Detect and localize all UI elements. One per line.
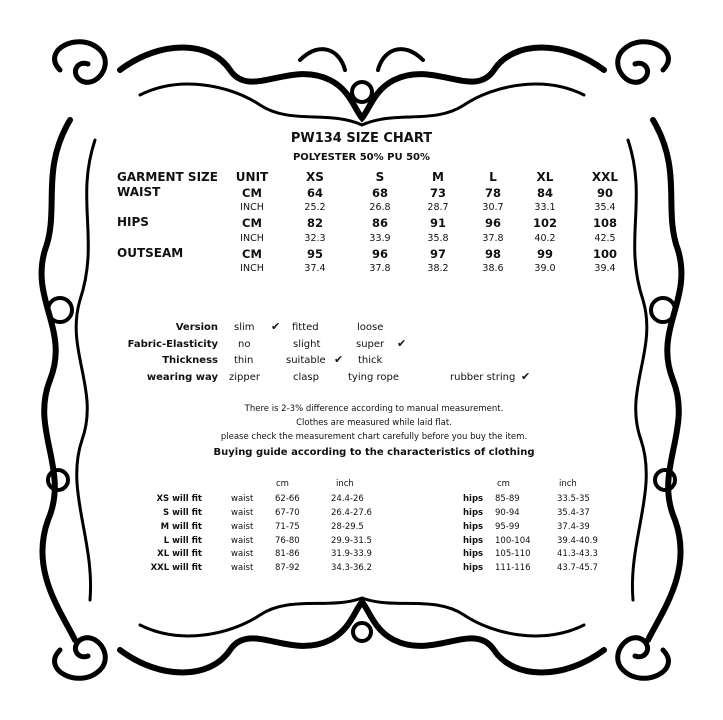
check-icon: ✔ bbox=[397, 337, 407, 350]
cell-value: 97 bbox=[429, 247, 446, 261]
cell-value: 68 bbox=[371, 186, 388, 200]
cell-value: 40.2 bbox=[534, 233, 556, 244]
row-label-outseam: OUTSEAM bbox=[117, 246, 184, 260]
size-header-l: L bbox=[489, 170, 497, 184]
cell-value: 33.9 bbox=[369, 233, 391, 244]
guide-hips-label: hips bbox=[463, 549, 484, 559]
page-title: PW134 SIZE CHART bbox=[290, 131, 433, 146]
guide-waist-cm: 67-70 bbox=[275, 508, 300, 518]
guide-hips-label: hips bbox=[463, 508, 484, 518]
unit-inch: INCH bbox=[240, 263, 264, 274]
guide-hips-label: hips bbox=[463, 563, 484, 573]
guide-waist-inch: 31.9-33.9 bbox=[331, 549, 372, 559]
unit-inch: INCH bbox=[240, 233, 264, 244]
size-header-s: S bbox=[375, 170, 385, 184]
cell-value: 96 bbox=[371, 247, 388, 261]
check-icon: ✔ bbox=[334, 353, 344, 366]
row-label-waist: WAIST bbox=[117, 185, 161, 199]
option-zipper: zipper bbox=[229, 372, 260, 383]
guide-size-label: XS will fit bbox=[156, 494, 202, 504]
cell-value: 91 bbox=[429, 216, 446, 230]
cell-value: 42.5 bbox=[594, 233, 616, 244]
unit-cm: CM bbox=[242, 247, 262, 261]
guide-hips-cm: 85-89 bbox=[495, 494, 520, 504]
cell-value: 73 bbox=[429, 186, 446, 200]
guide-size-label: M will fit bbox=[160, 522, 202, 532]
guide-hips-inch: 41.3-43.3 bbox=[557, 549, 598, 559]
hips-inch-header: inch bbox=[559, 479, 577, 489]
cell-value: 86 bbox=[371, 216, 388, 230]
cell-value: 37.8 bbox=[369, 263, 391, 274]
guide-waist-cm: 81-86 bbox=[275, 549, 300, 559]
garment-size-header: GARMENT SIZE bbox=[117, 170, 218, 184]
guide-size-label: L will fit bbox=[163, 536, 202, 546]
cell-value: 26.8 bbox=[369, 202, 391, 213]
cell-value: 102 bbox=[532, 216, 557, 230]
note-line: There is 2-3% difference according to manual measurement. bbox=[244, 404, 504, 414]
row-label-hips: HIPS bbox=[117, 215, 149, 229]
unit-inch: INCH bbox=[240, 202, 264, 213]
guide-hips-cm: 90-94 bbox=[495, 508, 520, 518]
guide-hips-cm: 95-99 bbox=[495, 522, 520, 532]
option-slim: slim bbox=[234, 322, 255, 333]
cell-value: 28.7 bbox=[427, 202, 449, 213]
cell-value: 25.2 bbox=[304, 202, 326, 213]
guide-waist-label: waist bbox=[231, 522, 254, 532]
size-header-xxl: XXL bbox=[591, 170, 619, 184]
cell-value: 37.8 bbox=[482, 233, 504, 244]
check-icon: ✔ bbox=[521, 370, 531, 383]
guide-hips-inch: 33.5-35 bbox=[557, 494, 590, 504]
characteristic-label-wearing-way: wearing way bbox=[146, 372, 218, 383]
guide-waist-inch: 34.3-36.2 bbox=[331, 563, 372, 573]
cell-value: 78 bbox=[484, 186, 501, 200]
characteristic-label-fabric-elasticity: Fabric-Elasticity bbox=[127, 339, 218, 350]
cell-value: 30.7 bbox=[482, 202, 504, 213]
option-slight: slight bbox=[293, 339, 321, 350]
unit-cm: CM bbox=[242, 186, 262, 200]
guide-waist-inch: 24.4-26 bbox=[331, 494, 364, 504]
cell-value: 96 bbox=[484, 216, 501, 230]
guide-hips-cm: 111-116 bbox=[495, 563, 531, 573]
guide-waist-inch: 28-29.5 bbox=[331, 522, 364, 532]
guide-hips-inch: 37.4-39 bbox=[557, 522, 590, 532]
waist-inch-header: inch bbox=[336, 479, 354, 489]
cell-value: 84 bbox=[536, 186, 553, 200]
cell-value: 38.6 bbox=[482, 263, 504, 274]
cell-value: 98 bbox=[484, 247, 501, 261]
guide-waist-inch: 26.4-27.6 bbox=[331, 508, 372, 518]
cell-value: 100 bbox=[592, 247, 617, 261]
note-line: please check the measurement chart carefully before you buy the item. bbox=[220, 432, 528, 442]
option-fitted: fitted bbox=[292, 322, 319, 333]
cell-value: 32.3 bbox=[304, 233, 326, 244]
cell-value: 33.1 bbox=[534, 202, 556, 213]
guide-size-label: XL will fit bbox=[157, 549, 202, 559]
guide-hips-inch: 35.4-37 bbox=[557, 508, 590, 518]
option-super: super bbox=[356, 339, 385, 350]
guide-waist-label: waist bbox=[231, 563, 254, 573]
buying-guide-title: Buying guide according to the characteristics of clothing bbox=[213, 447, 535, 458]
option-no: no bbox=[238, 339, 251, 350]
guide-waist-cm: 87-92 bbox=[275, 563, 300, 573]
guide-hips-label: hips bbox=[463, 536, 484, 546]
guide-hips-cm: 100-104 bbox=[495, 536, 531, 546]
option-rubber-string: rubber string bbox=[450, 372, 516, 383]
check-icon: ✔ bbox=[271, 320, 281, 333]
guide-waist-label: waist bbox=[231, 536, 254, 546]
guide-size-label: S will fit bbox=[163, 508, 202, 518]
cell-value: 108 bbox=[592, 216, 617, 230]
guide-hips-label: hips bbox=[463, 494, 484, 504]
cell-value: 95 bbox=[306, 247, 323, 261]
guide-hips-inch: 43.7-45.7 bbox=[557, 563, 598, 573]
unit-header: UNIT bbox=[235, 170, 269, 184]
guide-waist-label: waist bbox=[231, 549, 254, 559]
option-suitable: suitable bbox=[286, 355, 326, 366]
cell-value: 64 bbox=[306, 186, 323, 200]
cell-value: 99 bbox=[536, 247, 553, 261]
guide-hips-inch: 39.4-40.9 bbox=[557, 536, 598, 546]
guide-waist-label: waist bbox=[231, 494, 254, 504]
cell-value: 37.4 bbox=[304, 263, 326, 274]
waist-cm-header: cm bbox=[276, 479, 289, 489]
guide-size-label: XXL will fit bbox=[150, 563, 202, 573]
characteristic-label-thickness: Thickness bbox=[162, 355, 218, 366]
option-tying-rope: tying rope bbox=[348, 372, 399, 383]
cell-value: 39.0 bbox=[534, 263, 556, 274]
hips-cm-header: cm bbox=[497, 479, 510, 489]
guide-hips-label: hips bbox=[463, 522, 484, 532]
guide-waist-label: waist bbox=[231, 508, 254, 518]
size-header-m: M bbox=[432, 170, 444, 184]
option-loose: loose bbox=[357, 322, 384, 333]
size-header-xl: XL bbox=[536, 170, 554, 184]
cell-value: 90 bbox=[596, 186, 613, 200]
option-thick: thick bbox=[358, 355, 383, 366]
guide-waist-cm: 71-75 bbox=[275, 522, 300, 532]
cell-value: 35.8 bbox=[427, 233, 449, 244]
size-header-xs: XS bbox=[306, 170, 324, 184]
guide-hips-cm: 105-110 bbox=[495, 549, 531, 559]
guide-waist-cm: 76-80 bbox=[275, 536, 300, 546]
cell-value: 35.4 bbox=[594, 202, 616, 213]
characteristic-label-version: Version bbox=[175, 322, 218, 333]
note-line: Clothes are measured while laid flat. bbox=[296, 418, 452, 428]
cell-value: 38.2 bbox=[427, 263, 449, 274]
option-clasp: clasp bbox=[293, 372, 319, 383]
cell-value: 82 bbox=[306, 216, 323, 230]
material-composition: POLYESTER 50% PU 50% bbox=[292, 152, 431, 163]
cell-value: 39.4 bbox=[594, 263, 616, 274]
guide-waist-inch: 29.9-31.5 bbox=[331, 536, 372, 546]
unit-cm: CM bbox=[242, 216, 262, 230]
guide-waist-cm: 62-66 bbox=[275, 494, 300, 504]
option-thin: thin bbox=[234, 355, 254, 366]
